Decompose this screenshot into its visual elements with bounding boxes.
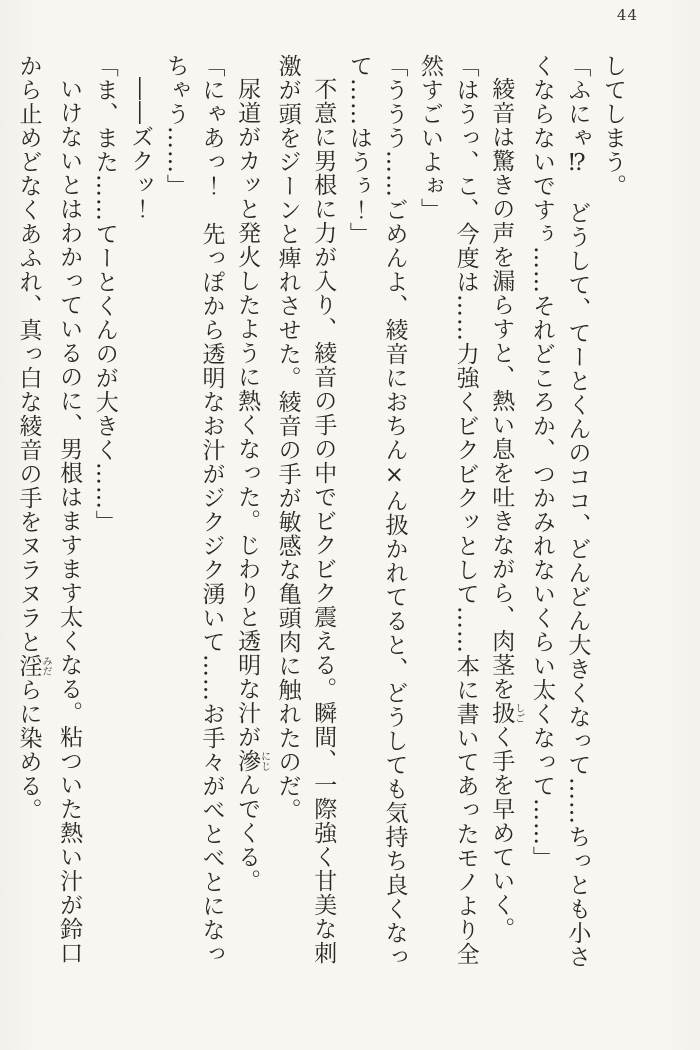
text-column: 「ふにゃ⁉ どうして、てーとくんのココ、どんどん大きくなって……ちっとも小さ bbox=[564, 54, 591, 969]
text-column: してしまう。 bbox=[600, 54, 626, 198]
text-column: 綾音は驚きの声を漏らすと、熱い息を吐きながら、肉茎を扱しごく手を早めていく。 bbox=[488, 77, 524, 941]
text-column: ――ズクッ！ bbox=[127, 77, 154, 221]
text-column: いけないとはわかっているのに、男根はますます太くなる。粘ついた熱い汁が鈴口 bbox=[56, 77, 83, 965]
furigana-ruby: 扱しご bbox=[488, 701, 524, 725]
text-column: て……はうぅ！」 bbox=[345, 54, 372, 246]
page-number: 44 bbox=[616, 6, 638, 24]
text-column: から止めどなくあふれ、真っ白な綾音の手をヌラヌラと淫みだらに染める。 bbox=[15, 54, 51, 822]
text-column: 尿道がカッと発火したように熱くなった。じわりと透明な汁が滲にじんでくる。 bbox=[234, 77, 270, 893]
text-column: 「はうっ、こ、今度は……力強くビクビクッとして……本に書いてあったモノより全 bbox=[452, 54, 479, 966]
text-column: くならないですぅ……それどころか、つかみれないくらい太くなって……」 bbox=[528, 54, 555, 870]
text-column: 激が頭をジーンと痺れさせた。綾音の手が敏感な亀頭肉に触れたのだ。 bbox=[274, 54, 301, 822]
text-column: 不意に男根に力が入り、綾音の手の中でビクビク震える。瞬間、一際強く甘美な刺 bbox=[310, 77, 337, 965]
furigana-ruby: 淫みだ bbox=[15, 654, 51, 678]
text-body bbox=[10, 54, 630, 1019]
text-column: ちゃう……」 bbox=[162, 54, 189, 198]
text-column: 「にゃあっ！ 先っぽから透明なお汁がジクジク湧いて……お手々がべとべとになっ bbox=[198, 54, 225, 966]
text-column: 「ま、また……てーとくんのが大きく……」 bbox=[91, 54, 118, 534]
furigana-ruby: 滲にじ bbox=[234, 749, 270, 773]
text-column: 然すごいよぉ」 bbox=[417, 54, 444, 222]
text-column: 「ううう……ごめんよ、綾音におちん×ん扱かれてると、どうしても気持ち良くなっ bbox=[381, 54, 408, 969]
